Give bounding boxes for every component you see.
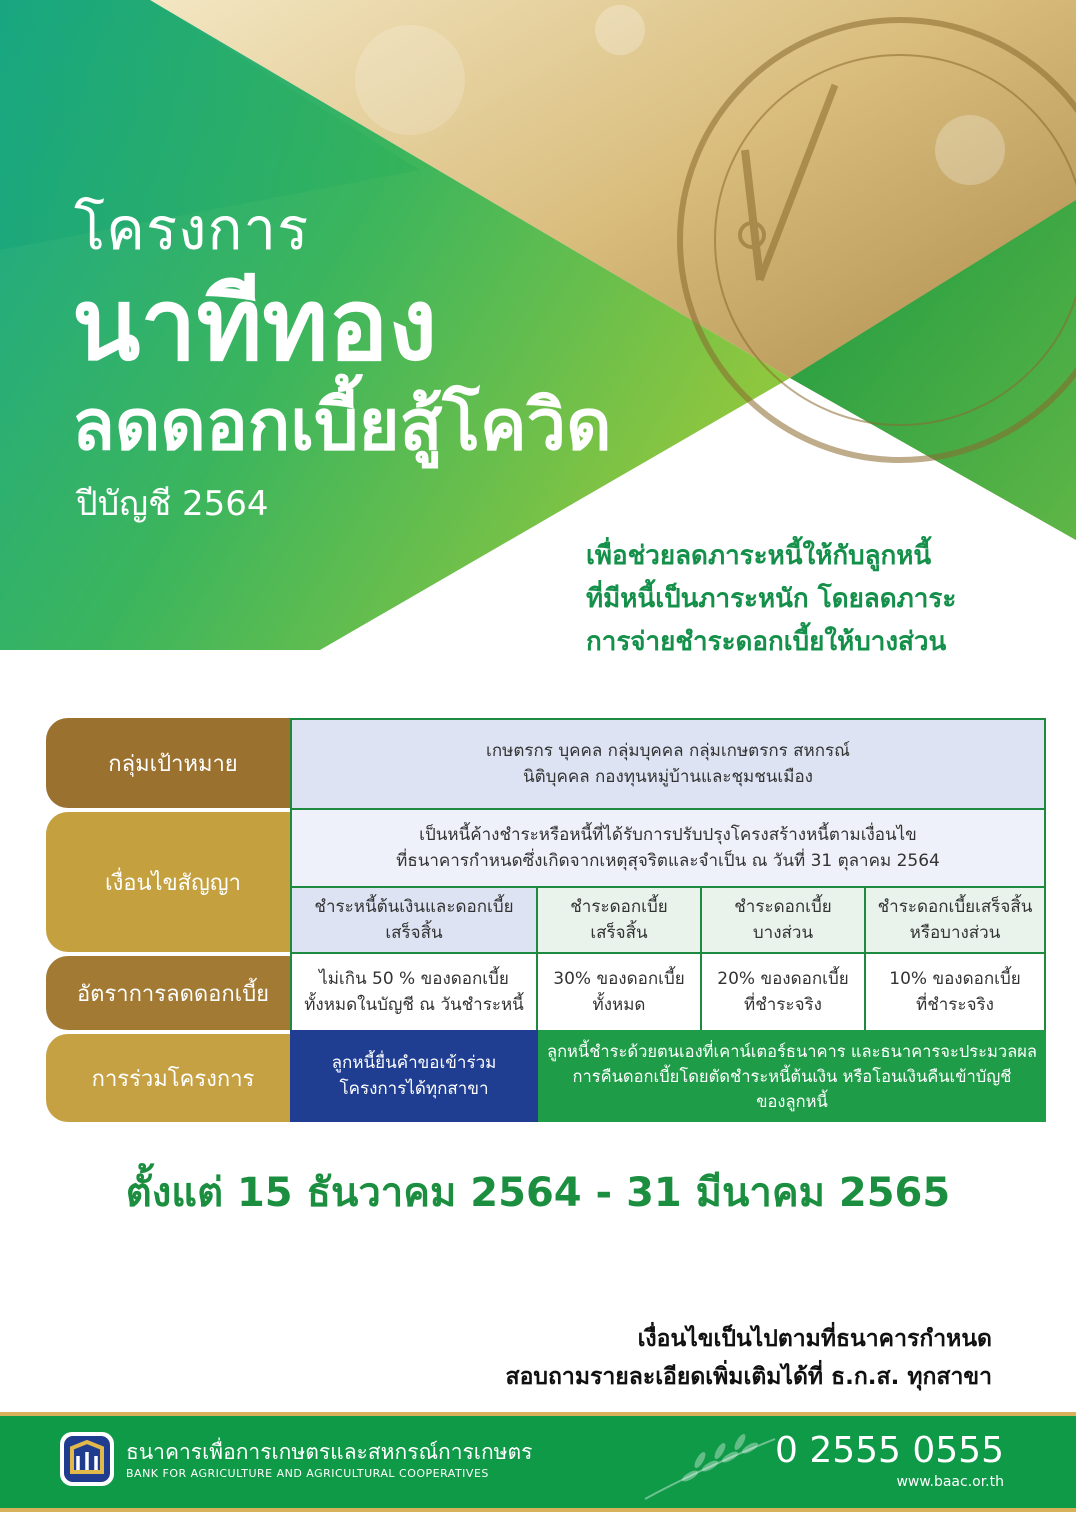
baac-logo-icon bbox=[58, 1430, 116, 1488]
footer-bar bbox=[0, 1412, 1076, 1512]
terms-note: เงื่อนไขเป็นไปตามที่ธนาคารกำหนด สอบถามรายละเอียดเพิ่มเติมได้ที่ ธ.ก.ส. ทุกสาขา bbox=[505, 1326, 992, 1390]
project-title: นาทีทอง bbox=[72, 266, 438, 383]
label-join: การร่วมโครงการ bbox=[46, 1034, 300, 1122]
payment-type-cell: ชำระดอกเบี้ยเสร็จสิ้น หรือบางส่วน bbox=[864, 886, 1046, 954]
label-rate: อัตราการลดดอกเบี้ย bbox=[46, 956, 300, 1030]
label-conditions: เงื่อนไขสัญญา bbox=[46, 812, 300, 952]
contact-phone[interactable]: 0 2555 0555 bbox=[774, 1430, 1004, 1471]
promotion-period: ตั้งแต่ 15 ธันวาคม 2564 - 31 มีนาคม 2565 bbox=[125, 1170, 951, 1216]
project-label: โครงการ bbox=[74, 195, 310, 263]
project-subtitle: ลดดอกเบี้ยสู้โควิด bbox=[72, 384, 612, 466]
condition-cell: เป็นหนี้ค้างชำระหรือหนี้ที่ได้รับการปรับปรุงโครงสร้างหนี้ตามเงื่อนไข ที่ธนาคารกำหนดซึ่งเกิดจากเหตุสุจริตและจำเป็น ณ วันที่ 31 ตุลาคม 2564 bbox=[290, 810, 1046, 888]
bank-name-english: BANK FOR AGRICULTURE AND AGRICULTURAL COOPERATIVES bbox=[126, 1467, 489, 1480]
payment-type-cell: ชำระหนี้ต้นเงินและดอกเบี้ย เสร็จสิ้น bbox=[290, 886, 538, 954]
rate-cell: 20% ของดอกเบี้ย ที่ชำระจริง bbox=[700, 952, 866, 1032]
target-group-cell: เกษตรกร บุคคล กลุ่มบุคคล กลุ่มเกษตรกร สหกรณ์ นิติบุคคล กองทุนหมู่บ้านและชุมชนเมือง bbox=[290, 718, 1046, 810]
join-counter-cell: ลูกหนี้ชำระด้วยตนเองที่เคาน์เตอร์ธนาคาร และธนาคารจะประมวลผล การคืนดอกเบี้ยโดยตัดชำระหนี้ต้นเงิน หรือโอนเงินคืนเข้าบัญชี ของลูกหนี้ bbox=[538, 1030, 1046, 1122]
bank-name-thai: ธนาคารเพื่อการเกษตรและสหกรณ์การเกษตร bbox=[126, 1440, 533, 1464]
details-table bbox=[46, 718, 1046, 1122]
rate-cell: ไม่เกิน 50 % ของดอกเบี้ย ทั้งหมดในบัญชี ณ วันชำระหนี้ bbox=[290, 952, 538, 1032]
payment-type-cell: ชำระดอกเบี้ย เสร็จสิ้น bbox=[536, 886, 702, 954]
purpose-text: เพื่อช่วยลดภาระหนี้ให้กับลูกหนี้ ที่มีหนี้เป็นภาระหนัก โดยลดภาระ การจ่ายชำระดอกเบี้ยให้บางส่วน bbox=[586, 541, 957, 657]
rate-cell: 10% ของดอกเบี้ย ที่ชำระจริง bbox=[864, 952, 1046, 1032]
join-branch-cell: ลูกหนี้ยื่นคำขอเข้าร่วม โครงการได้ทุกสาขา bbox=[290, 1030, 538, 1122]
fiscal-year: ปีบัญชี 2564 bbox=[76, 484, 269, 524]
label-target-group: กลุ่มเป้าหมาย bbox=[46, 718, 300, 808]
payment-type-cell: ชำระดอกเบี้ย บางส่วน bbox=[700, 886, 866, 954]
rate-cell: 30% ของดอกเบี้ย ทั้งหมด bbox=[536, 952, 702, 1032]
rice-stalk-icon bbox=[640, 1424, 780, 1504]
website-link[interactable]: www.baac.or.th bbox=[896, 1474, 1004, 1490]
